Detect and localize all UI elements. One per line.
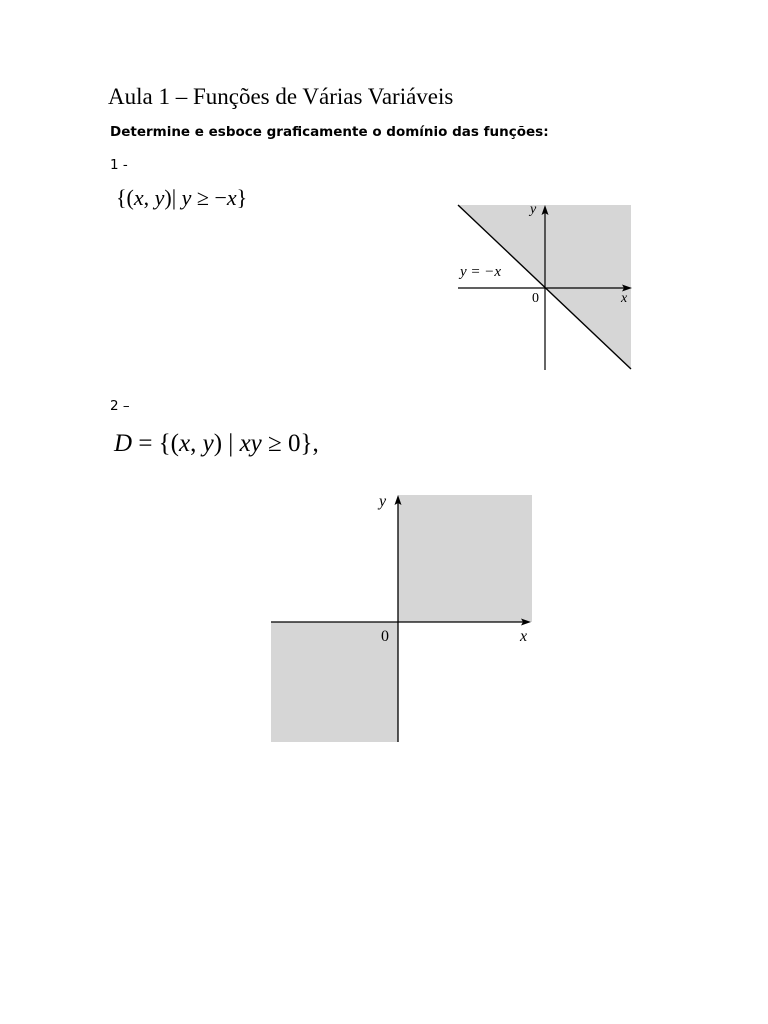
graph-2 — [266, 488, 542, 746]
expr1-end: } — [236, 185, 248, 210]
expr2-x: x — [179, 430, 191, 457]
page-title: Aula 1 – Funções de Várias Variáveis — [108, 84, 454, 109]
problem-2-number: 2 – — [110, 398, 130, 414]
expr1-x: x — [133, 185, 144, 210]
graph-2-shaded-quadrant-3 — [271, 622, 398, 742]
graph-1-y-label: y — [530, 202, 537, 217]
expr2-xy: xy — [239, 430, 262, 457]
problem-1-number: 1 - — [110, 157, 128, 173]
expr1-y: y — [154, 185, 165, 210]
instruction-text: Determine e esboce graficamente o domínio das funções: — [110, 124, 549, 140]
expr2-comma: , — [190, 430, 203, 457]
graph-1-line-label: y = −x — [460, 264, 502, 280]
expr1-rhs: x — [226, 185, 237, 210]
expr2-relation: ≥ 0}, — [261, 430, 319, 457]
graph-1-origin-label: 0 — [532, 291, 539, 306]
expr1-comma: , — [143, 185, 155, 210]
problem-1-expression — [116, 185, 247, 211]
expr2-pipe: ) | — [213, 430, 240, 457]
graph-1 — [452, 196, 638, 376]
expr1-open: {( — [116, 185, 134, 210]
graph-2-x-label: x — [520, 628, 528, 645]
graph-2-shaded-quadrant-1 — [398, 495, 532, 622]
expr2-eq: = {( — [132, 430, 179, 457]
expr1-lhs: y — [181, 185, 192, 210]
expr1-pipe: )| — [164, 185, 182, 210]
expr2-y: y — [202, 430, 214, 457]
expr1-relation: ≥ − — [191, 185, 227, 210]
graph-1-x-label: x — [621, 291, 628, 306]
expr2-prefix: D — [114, 430, 133, 457]
graph-2-y-label: y — [379, 493, 387, 510]
graph-2-origin-label: 0 — [381, 628, 389, 645]
problem-2-expression — [114, 430, 319, 458]
